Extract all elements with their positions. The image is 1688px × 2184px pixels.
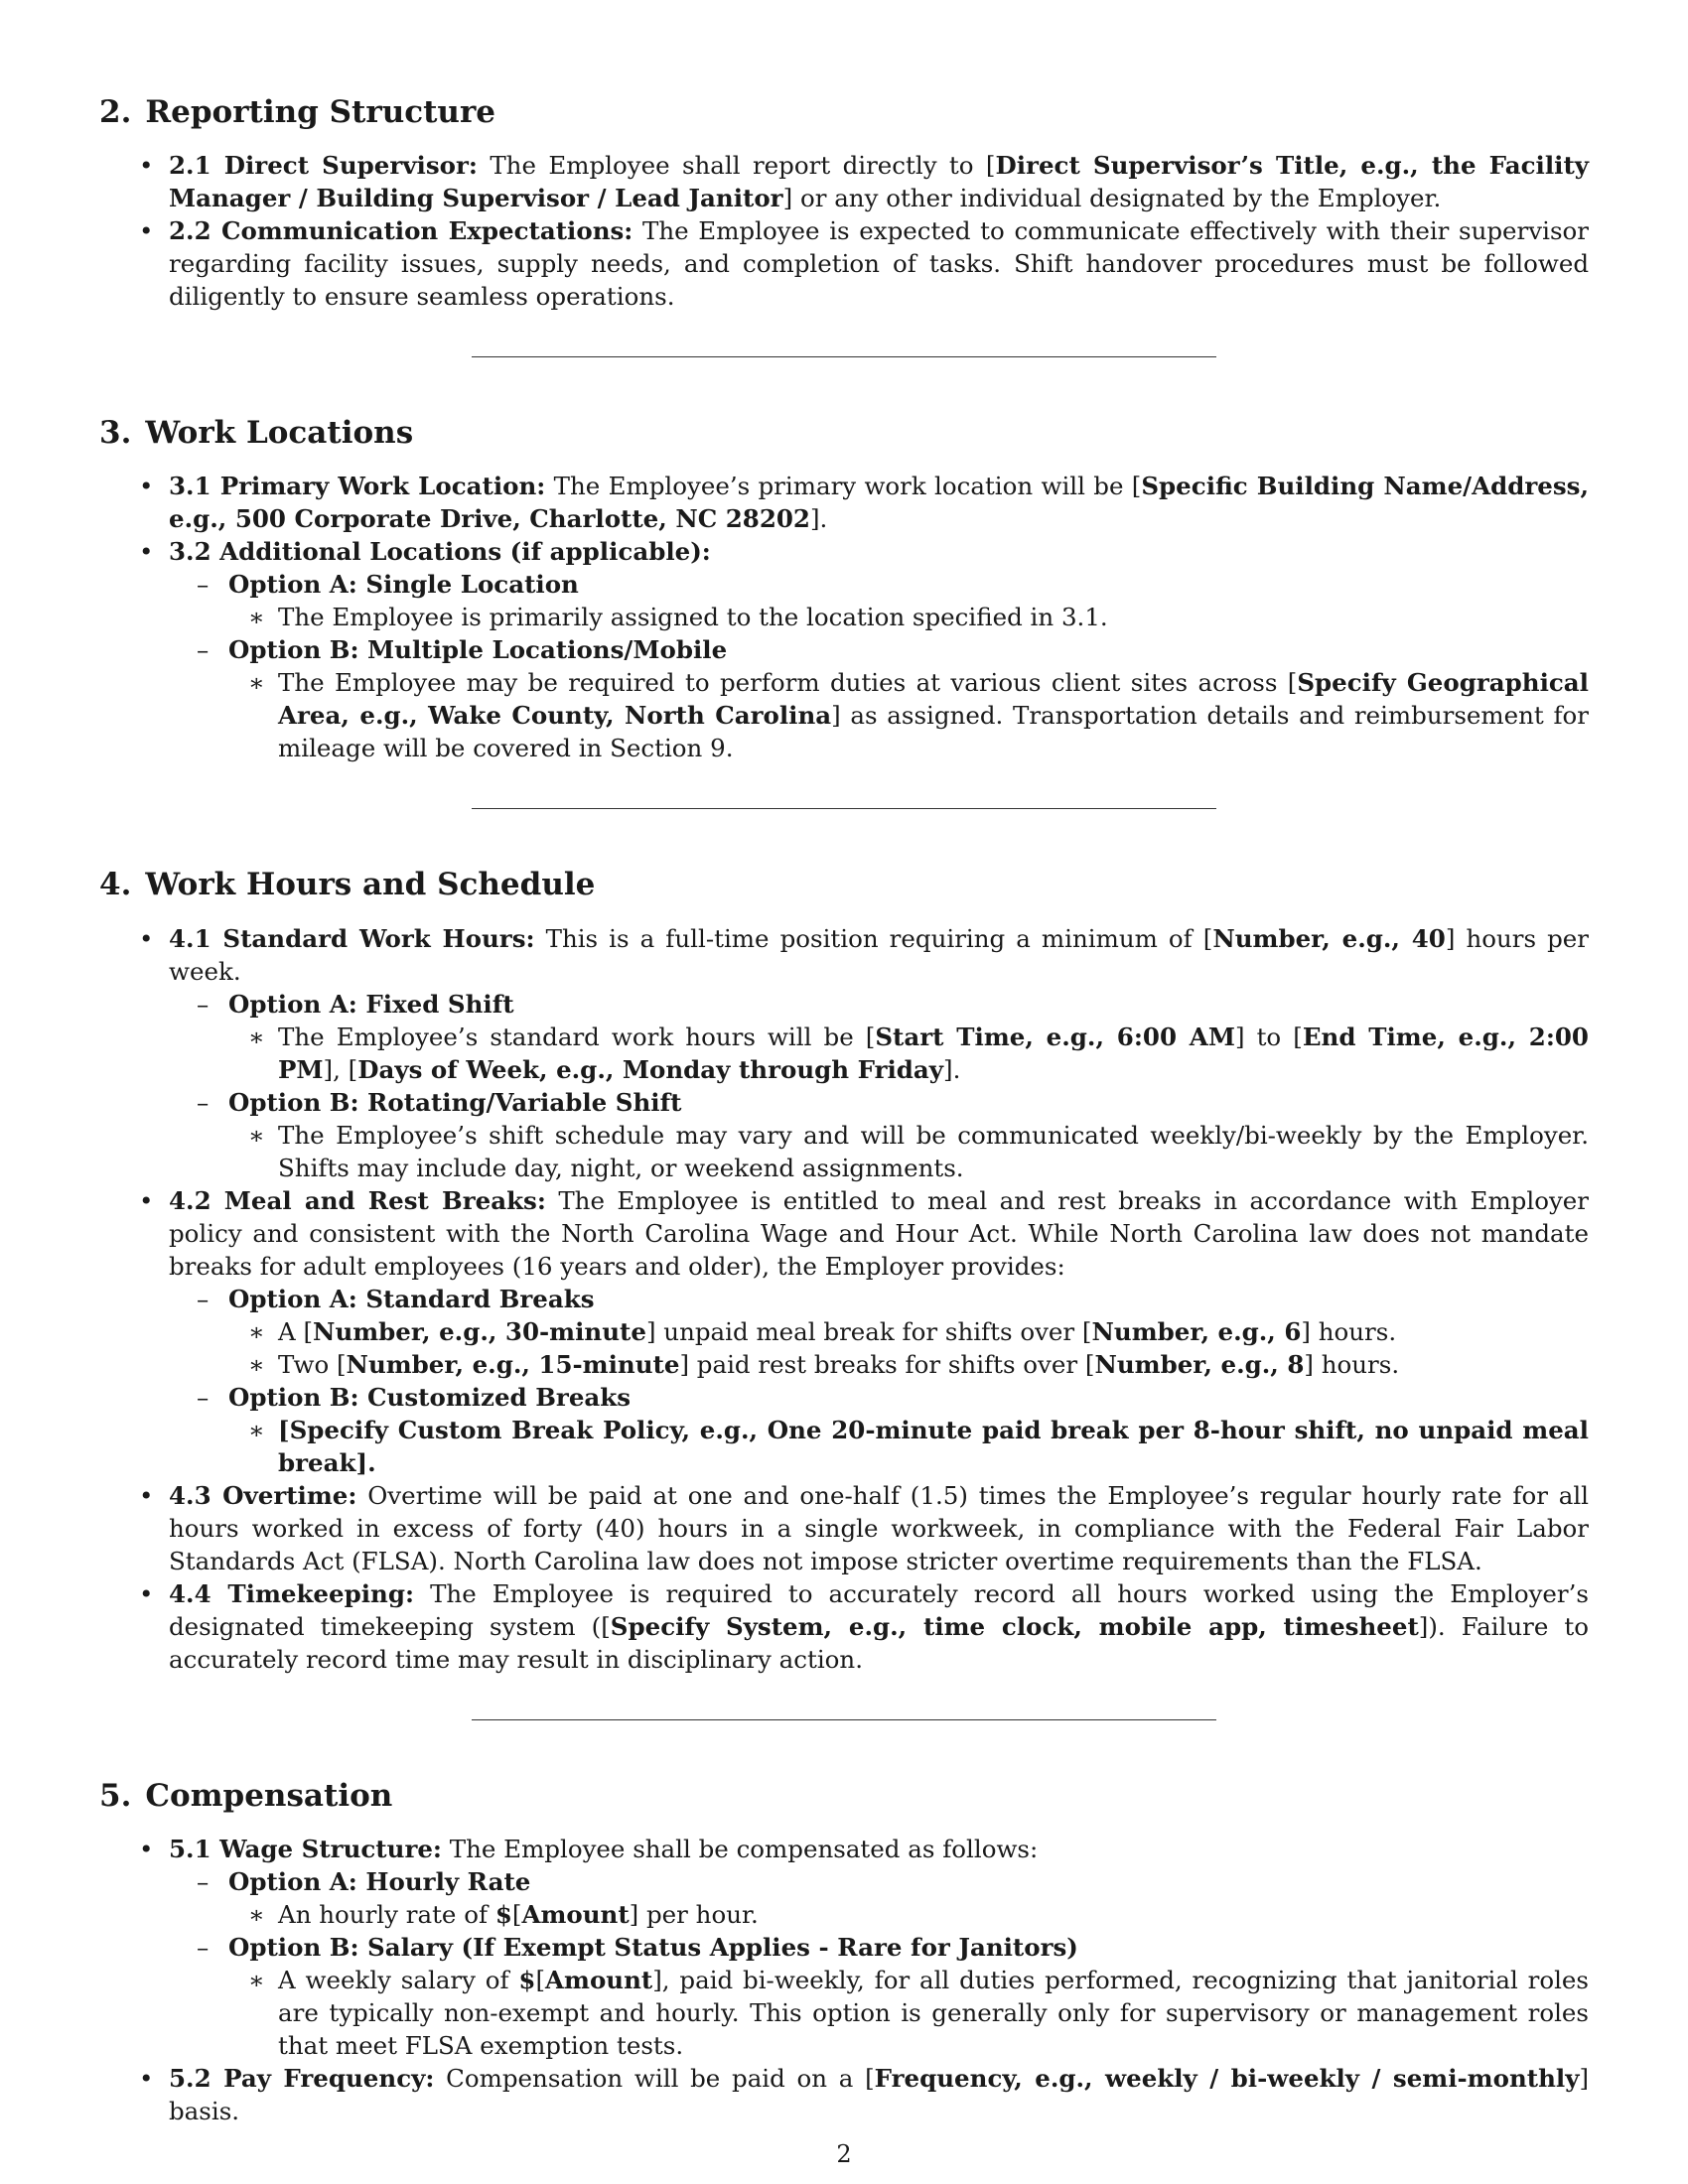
- sub-item: [228, 666, 1589, 764]
- placeholder-text: Number, e.g., 15-minute: [346, 1349, 680, 1379]
- clause-text: The Employee is expected to communicate effectively with their supervisor regarding facility issues, supply needs, and completion of tasks. Shift handover procedures must be followed diligently to ensure seamless operations.: [169, 216, 1589, 312]
- option-label: Option A: Hourly Rate: [228, 1866, 531, 1896]
- option-label: Option B: Customized Breaks: [228, 1382, 632, 1412]
- clause-label: 2.2 Communication Expectations:: [169, 216, 633, 246]
- sub-item: [228, 1348, 1589, 1381]
- clause-label: 5.2 Pay Frequency:: [169, 2063, 435, 2093]
- sub-item-text: The Employee’s shift schedule may vary and will be communicated weekly/bi-weekly by the Employer. Shifts may include day, night, or weekend assignments.: [278, 1120, 1589, 1182]
- clause-text: ].: [809, 504, 828, 534]
- section-number: 2.: [99, 94, 132, 130]
- section-reporting-structure: [99, 94, 1589, 313]
- clause-text: The Employee shall be compensated as follows:: [441, 1834, 1039, 1863]
- section-divider: [472, 808, 1216, 809]
- clause-text: The Employee’s primary work location will be [: [545, 472, 1142, 501]
- section-title: Work Hours and Schedule: [145, 867, 596, 903]
- clause-2-2: [99, 214, 1589, 313]
- sub-item-text: The Employee’s standard work hours will be [: [278, 1022, 876, 1051]
- placeholder-text: Direct Supervisor’s Title, e.g., the Facility Manager / Building Supervisor / Lead Janitor: [169, 151, 1589, 213]
- sub-item-text: ] as assigned. Transportation details and reimbursement for mileage will be covered in Section 9.: [278, 701, 1589, 763]
- clause-label: 3.1 Primary Work Location:: [169, 472, 546, 501]
- page-number: 2: [836, 2140, 852, 2168]
- sub-item: [228, 1414, 1589, 1479]
- option-label: Option A: Fixed Shift: [228, 989, 514, 1019]
- clause-label: 4.4 Timekeeping:: [169, 1578, 415, 1608]
- section-heading: [99, 94, 1589, 131]
- sub-item-text: A weekly salary of: [278, 1965, 519, 1994]
- option-label: Option A: Single Location: [228, 570, 579, 600]
- sub-item-text: Two [: [278, 1349, 347, 1379]
- placeholder-text: Specific Building Name/Address, e.g., 500 Corporate Drive, Charlotte, NC 28202: [169, 472, 1589, 534]
- clause-text: ] hours per week.: [169, 923, 1589, 986]
- section-heading: [99, 867, 1589, 903]
- sub-item: [228, 1119, 1589, 1184]
- placeholder-text: Number, e.g., 40: [1212, 923, 1446, 953]
- section-divider: [472, 1719, 1216, 1720]
- section-work-hours: [99, 867, 1589, 1675]
- clause-2-1: [99, 149, 1589, 214]
- clause-4-4: [99, 1577, 1589, 1676]
- placeholder-text: [Specify Custom Break Policy, e.g., One 20-minute paid break per 8-hour shift, no unpaid meal break].: [278, 1415, 1589, 1477]
- sub-item-text: The Employee is primarily assigned to the location specified in 3.1.: [278, 603, 1108, 632]
- clause-text: The Employee is entitled to meal and rest breaks in accordance with Employer policy and consistent with the North Carolina Wage and Hour Act. While North Carolina law does not mandate breaks for adult employees (16 years and older), the Employer provides:: [169, 1185, 1589, 1281]
- clause-text: Overtime will be paid at one and one-half (1.5) times the Employee’s regular hourly rate for all hours worked in excess of forty (40) hours in a single workweek, in compliance with the Federal Fair Labor Standards Act (FLSA). North Carolina law does not impose stricter overtime requirements than the FLSA.: [169, 1480, 1589, 1575]
- clause-label: 3.2 Additional Locations (if applicable):: [169, 537, 711, 567]
- section-divider: [472, 356, 1216, 357]
- sub-item-text: [: [535, 1965, 546, 1994]
- sub-item: [228, 601, 1589, 633]
- clause-text: ] basis.: [169, 2063, 1589, 2125]
- placeholder-text: Specify Geographical Area, e.g., Wake County, North Carolina: [278, 668, 1589, 731]
- option-a: [169, 1865, 1589, 1931]
- sub-item-text: ], paid bi-weekly, for all duties performed, recognizing that janitorial roles are typically non-exempt and hourly. This option is generally only for supervisory or management roles that meet FLSA exemption tests.: [278, 1965, 1589, 2060]
- placeholder-text: Number, e.g., 6: [1091, 1316, 1302, 1346]
- placeholder-text: $: [518, 1965, 536, 1994]
- sub-item-text: The Employee may be required to perform duties at various client sites across [: [278, 668, 1298, 698]
- clause-3-1: [99, 470, 1589, 535]
- sub-item-text: ] paid rest breaks for shifts over [: [679, 1349, 1095, 1379]
- option-b: [169, 633, 1589, 764]
- section-title: Reporting Structure: [145, 94, 496, 130]
- section-compensation: [99, 1778, 1589, 2127]
- document-page: [99, 94, 1589, 2127]
- clause-5-1: [99, 1833, 1589, 2062]
- clause-text: The Employee shall report directly to [: [477, 151, 996, 181]
- placeholder-text: Number, e.g., 8: [1094, 1349, 1305, 1379]
- section-title: Work Locations: [145, 415, 414, 452]
- clause-label: 2.1 Direct Supervisor:: [169, 151, 478, 181]
- section-work-locations: [99, 415, 1589, 764]
- section-number: 5.: [99, 1777, 132, 1814]
- sub-item-text: ].: [943, 1054, 961, 1084]
- sub-item-text: ] hours.: [1304, 1349, 1400, 1379]
- option-a: [169, 988, 1589, 1086]
- sub-item-text: [: [511, 1899, 522, 1929]
- option-label: Option B: Salary (If Exempt Status Applies - Rare for Janitors): [228, 1932, 1078, 1962]
- placeholder-text: Number, e.g., 30-minute: [313, 1316, 646, 1346]
- clause-label: 4.3 Overtime:: [169, 1480, 357, 1510]
- clause-label: 4.2 Meal and Rest Breaks:: [169, 1185, 546, 1215]
- clause-label: 5.1 Wage Structure:: [169, 1834, 442, 1863]
- sub-item: [228, 1964, 1589, 2062]
- sub-item: [228, 1021, 1589, 1086]
- option-label: Option A: Standard Breaks: [228, 1284, 595, 1313]
- option-a: [169, 1283, 1589, 1381]
- section-heading: [99, 1778, 1589, 1815]
- option-b: [169, 1086, 1589, 1184]
- clause-4-2: [99, 1184, 1589, 1479]
- section-title: Compensation: [145, 1777, 393, 1814]
- clause-text: ] or any other individual designated by the Employer.: [782, 184, 1442, 213]
- placeholder-text: $: [494, 1899, 512, 1929]
- sub-item: [228, 1315, 1589, 1348]
- option-b: [169, 1381, 1589, 1479]
- clause-3-2: [99, 535, 1589, 764]
- clause-4-3: [99, 1479, 1589, 1577]
- sub-item-text: ] hours.: [1301, 1316, 1397, 1346]
- option-label: Option B: Multiple Locations/Mobile: [228, 635, 728, 665]
- clause-text: This is a full-time position requiring a minimum of [: [534, 923, 1213, 953]
- placeholder-text: Amount: [545, 1965, 653, 1994]
- placeholder-text: End Time, e.g., 2:00 PM: [278, 1022, 1589, 1084]
- clause-text: ]). Failure to accurately record time may result in disciplinary action.: [169, 1611, 1589, 1674]
- placeholder-text: Specify System, e.g., time clock, mobile app, timesheet: [610, 1611, 1419, 1641]
- sub-item-text: An hourly rate of: [278, 1899, 495, 1929]
- placeholder-text: Days of Week, e.g., Monday through Friday: [357, 1054, 944, 1084]
- sub-item-text: ] per hour.: [629, 1899, 759, 1929]
- clause-label: 4.1 Standard Work Hours:: [169, 923, 535, 953]
- section-number: 3.: [99, 415, 132, 452]
- placeholder-text: Frequency, e.g., weekly / bi-weekly / semi-monthly: [874, 2063, 1580, 2093]
- option-b: [169, 1931, 1589, 2062]
- clause-4-1: [99, 922, 1589, 1184]
- sub-item: [228, 1898, 1589, 1931]
- option-label: Option B: Rotating/Variable Shift: [228, 1087, 682, 1117]
- clause-text: Compensation will be paid on a [: [434, 2063, 875, 2093]
- clause-5-2: [99, 2062, 1589, 2127]
- sub-item-text: A [: [278, 1316, 314, 1346]
- option-a: [169, 568, 1589, 633]
- sub-item-text: ] to [: [1234, 1022, 1303, 1051]
- section-heading: [99, 415, 1589, 452]
- placeholder-text: Start Time, e.g., 6:00 AM: [875, 1022, 1235, 1051]
- placeholder-text: Amount: [521, 1899, 630, 1929]
- clause-text: The Employee is required to accurately record all hours worked using the Employer’s designated timekeeping system ([: [169, 1578, 1589, 1641]
- sub-item-text: ] unpaid meal break for shifts over [: [645, 1316, 1092, 1346]
- section-number: 4.: [99, 867, 132, 903]
- sub-item-text: ], [: [323, 1054, 358, 1084]
